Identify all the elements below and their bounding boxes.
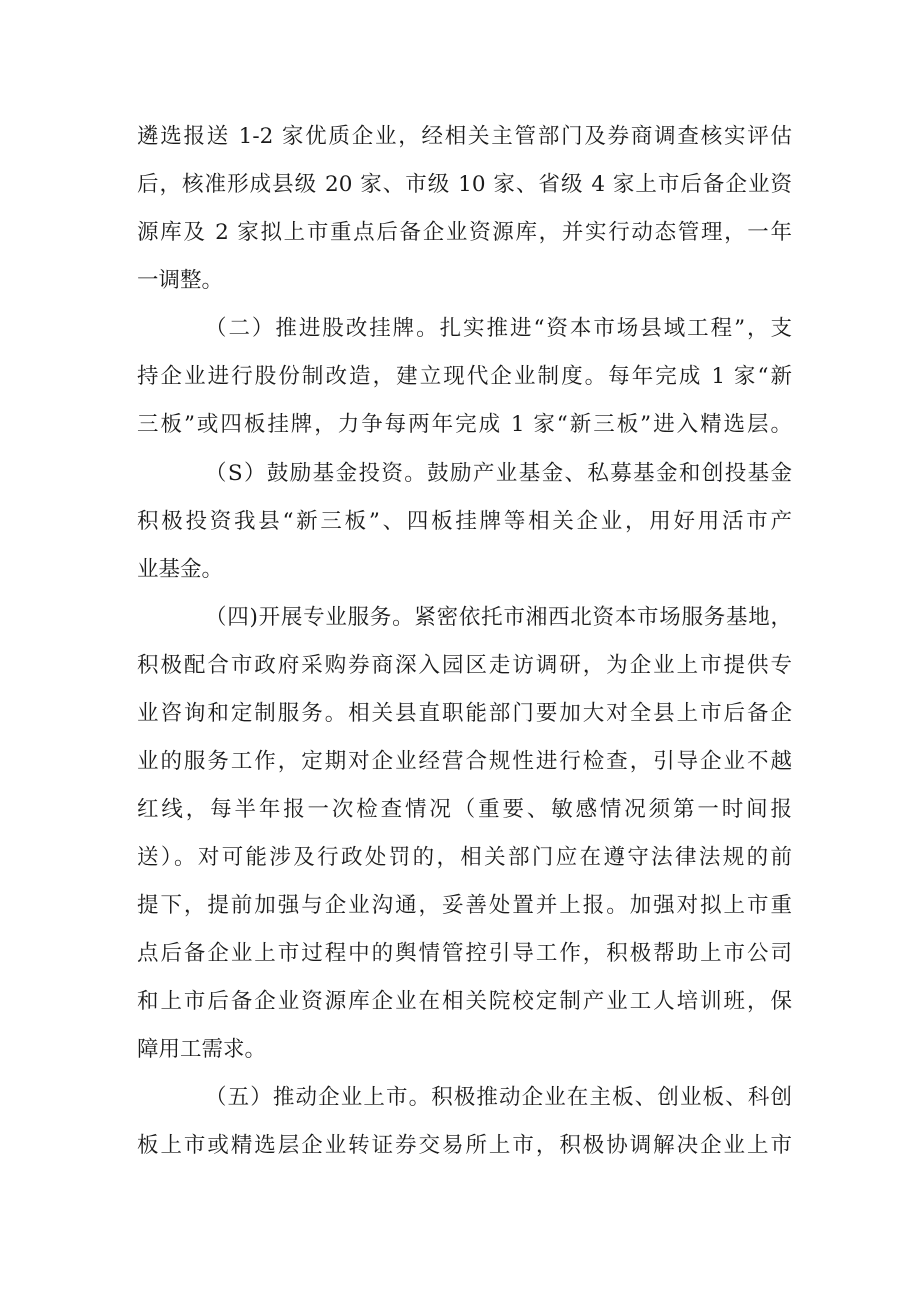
section-4-line-6: 送）。对可能涉及行政处罚的，相关部门应在遵守法律法规的前 bbox=[137, 845, 792, 870]
section-5-heading-line: （五）推动企业上市。积极推动企业在主板、创业板、科创 bbox=[205, 1085, 792, 1110]
section-5-line-2: 板上市或精选层企业转证券交易所上市，积极协调解决企业上市 bbox=[137, 1133, 792, 1158]
paragraph-1-line-1: 遴选报送 1-2 家优质企业，经相关主管部门及券商调查核实评估 bbox=[137, 124, 792, 149]
section-4-heading-line: （四)开展专业服务。紧密依托市湘西北资本市场服务基地， bbox=[205, 605, 792, 630]
paragraph-1-line-4: 一调整。 bbox=[137, 268, 224, 293]
section-3-line-2: 积极投资我县“新三板”、四板挂牌等相关企业，用好用活市产 bbox=[137, 509, 792, 534]
section-3-line-3: 业基金。 bbox=[137, 557, 224, 582]
section-4-line-9: 和上市后备企业资源库企业在相关院校定制产业工人培训班，保 bbox=[137, 989, 792, 1014]
section-2-heading-line: （二）推进股改挂牌。扎实推进“资本市场县域工程”，支 bbox=[205, 316, 792, 341]
paragraph-1-line-3: 源库及 2 家拟上市重点后备企业资源库，并实行动态管理，一年 bbox=[137, 220, 792, 245]
section-4-line-4: 业的服务工作，定期对企业经营合规性进行检查，引导企业不越 bbox=[137, 749, 792, 774]
paragraph-1-line-2: 后，核准形成县级 20 家、市级 10 家、省级 4 家上市后备企业资 bbox=[137, 172, 792, 197]
section-4-line-2: 积极配合市政府采购券商深入园区走访调研，为企业上市提供专 bbox=[137, 653, 792, 678]
section-4-line-7: 提下，提前加强与企业沟通，妥善处置并上报。加强对拟上市重 bbox=[137, 893, 792, 918]
section-4-line-3: 业咨询和定制服务。相关县直职能部门要加大对全县上市后备企 bbox=[137, 701, 792, 726]
section-4-line-10: 障用工需求。 bbox=[137, 1037, 267, 1062]
section-2-line-2: 持企业进行股份制改造，建立现代企业制度。每年完成 1 家“新 bbox=[137, 364, 792, 389]
section-4-line-8: 点后备企业上市过程中的舆情管控引导工作，积极帮助上市公司 bbox=[137, 941, 792, 966]
section-2-line-3: 三板”或四板挂牌，力争每两年完成 1 家“新三板”进入精选层。 bbox=[137, 412, 792, 437]
section-4-line-5: 红线，每半年报一次检查情况（重要、敏感情况须第一时间报 bbox=[137, 797, 792, 822]
section-3-heading-line: （S）鼓励基金投资。鼓励产业基金、私募基金和创投基金 bbox=[205, 461, 792, 486]
